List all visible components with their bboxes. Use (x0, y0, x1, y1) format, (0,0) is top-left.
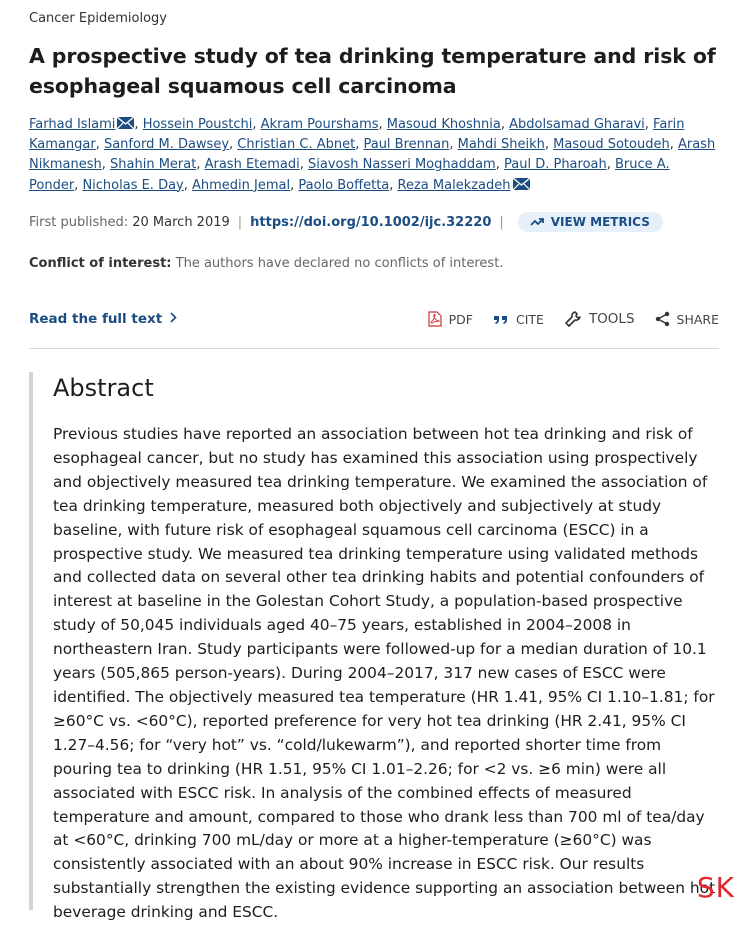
trend-icon (530, 217, 544, 227)
author-link[interactable]: Sanford M. Dawsey (103, 137, 230, 153)
toolbar (408, 310, 719, 328)
author-link[interactable]: Siavosh Nasseri Moghaddam (308, 157, 496, 173)
author-link[interactable]: Reza Malekzadeh (397, 177, 511, 193)
author-link[interactable]: Abdolsamad Gharavi (509, 117, 645, 132)
author-list: Farhad Islami , Hossein Poustchi, Akram Pourshams, Masoud Khoshnia, Abdolsamad Gharavi, Farin Kamangar, Sanford M. Dawsey, Christian C. Abnet, Paul Brennan, Mahdi Sheikh, Masoud Sotoudeh, Arash Nikmanesh, Shahin Merat, Arash Etemadi, Siavosh Nasseri Moghaddam, Paul D. Pharoah, Bruce A. Ponder, Nicholas E. Day, Ahmedin Jemal, Paolo Boffetta, Reza Malekzadeh (29, 117, 716, 193)
view-metrics-label: VIEW METRICS (550, 215, 650, 229)
separator: | (499, 214, 504, 230)
view-metrics-button[interactable] (518, 212, 663, 232)
conflict-of-interest (29, 256, 503, 271)
author-link[interactable]: Ahmedin Jemal (192, 177, 291, 193)
pdf-icon (428, 311, 442, 327)
author-link[interactable]: Paul Brennan (363, 137, 450, 153)
author-link[interactable]: Bruce A. Ponder (29, 157, 670, 193)
author-link[interactable]: Hossein Poustchi (142, 117, 253, 132)
author-link[interactable]: Shahin Merat (110, 157, 197, 173)
share-label: SHARE (676, 311, 719, 327)
tools-label: TOOLS (588, 311, 635, 327)
author-link[interactable]: Akram Pourshams (260, 117, 379, 132)
divider (29, 348, 719, 349)
share-button[interactable] (655, 311, 719, 327)
author-link[interactable]: Paul D. Pharoah (504, 157, 607, 173)
share-icon (655, 311, 670, 327)
abstract-text: Previous studies have reported an association between hot tea drinking and risk of esophageal cancer, but no study has examined this association using prospectively and objectively measured tea drinking temperature. We examined the association of tea drinking temperature, measured both objectively and subjectively at study baseline, with future risk of esophageal squamous cell carcinoma (ESCC) in a prospective study. We measured tea drinking temperature using validated methods and collected data on several other tea drinking habits and potential confounders of interest at baseline in the Golestan Cohort Study, a population-based prospective study of 50,045 individuals aged 40–75 years, established in 2004–2008 in northeastern Iran. Study participants were followed-up for a median duration of 10.1 years (505,865 person-years). During 2004–2017, 317 new cases of ESCC were identified. The objectively measured tea temperature (HR 1.41, 95% CI 1.10–1.81; for ≥60°C vs. <60°C), reported preference for very hot tea drinking (HR 2.41, 95% CI 1.27–4.56; for “very hot” vs. “cold/lukewarm”), and reported shorter time from pouring tea to drinking (HR 1.51, 95% CI 1.01–2.26; for <2 vs. ≥6 min) were all associated with ESCC risk. In analysis of the combined effects of measured temperature and amount, compared to those who drank less than 700 ml of tea/day at <60°C, drinking 700 mL/day or more at a higher-temperature (≥60°C) was consistently associated with an about 90% increase in ESCC risk. Our results substantially strengthen the existing evidence supporting an association between hot beverage drinking and ESCC. (53, 425, 716, 922)
author-link[interactable]: Mahdi Sheikh (457, 137, 545, 153)
quote-icon (493, 313, 509, 325)
doi-link[interactable]: https://doi.org/10.1002/ijc.32220 (250, 214, 492, 230)
author-link[interactable]: Christian C. Abnet (237, 137, 356, 153)
author-link[interactable]: Nicholas E. Day (82, 177, 184, 193)
abstract-section (29, 372, 723, 922)
signature-watermark: SK (696, 871, 735, 904)
article-category[interactable]: Cancer Epidemiology (29, 11, 167, 26)
conflict-label: Conflict of interest: (29, 256, 172, 271)
read-full-text-label: Read the full text (29, 311, 163, 327)
mail-icon[interactable] (513, 178, 530, 190)
author-link[interactable]: Masoud Khoshnia (386, 117, 501, 132)
cite-label: CITE (515, 311, 544, 327)
article-title: A prospective study of tea drinking temperature and risk of esophageal squamous cell carcinoma (29, 44, 716, 98)
tools-button[interactable] (564, 310, 635, 328)
publication-date: 20 March 2019 (132, 214, 230, 230)
author-link[interactable]: Paolo Boffetta (298, 177, 390, 193)
author-link[interactable]: Masoud Sotoudeh (553, 137, 670, 153)
publication-info (29, 211, 719, 233)
mail-icon[interactable] (117, 117, 134, 129)
author-link[interactable]: Farin Kamangar (29, 117, 685, 153)
author-link[interactable]: Arash Nikmanesh (29, 137, 716, 173)
author-link[interactable]: Farhad Islami (29, 117, 116, 132)
separator: | (237, 214, 243, 230)
abstract-heading: Abstract (53, 374, 154, 402)
cite-button[interactable] (493, 312, 544, 327)
conflict-text: The authors have declared no conflicts of interest. (175, 256, 504, 271)
author-link[interactable]: Arash Etemadi (204, 157, 300, 173)
pdf-button[interactable] (428, 311, 473, 327)
chevron-right-icon (170, 311, 177, 327)
read-full-text-link[interactable] (29, 311, 177, 327)
wrench-icon (564, 310, 582, 328)
action-bar (29, 310, 719, 332)
first-published-label: First published: (29, 214, 129, 230)
pdf-label: PDF (448, 311, 473, 327)
